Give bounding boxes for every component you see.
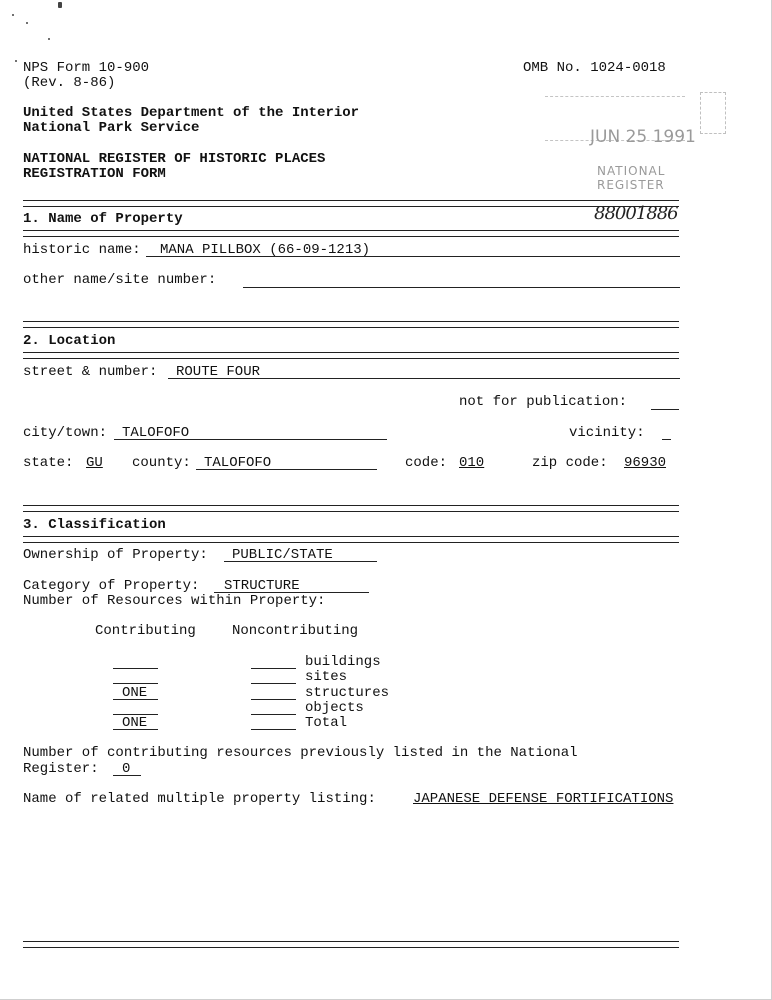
street-label: street & number:: [23, 364, 158, 380]
multiple-property-label: Name of related multiple property listing:: [23, 791, 376, 807]
section-divider: [23, 352, 679, 359]
state-value[interactable]: GU: [86, 455, 103, 471]
register-label: Register:: [23, 761, 99, 777]
not-for-publication-field[interactable]: [651, 409, 679, 410]
form-title: REGISTRATION FORM: [23, 166, 166, 182]
section-divider: [23, 505, 679, 512]
section3-heading: 3. Classification: [23, 517, 166, 533]
zip-code-value[interactable]: 96930: [624, 455, 667, 471]
noncontributing-field[interactable]: [251, 729, 296, 730]
resource-label: buildings: [305, 654, 381, 670]
section-divider: [23, 200, 679, 207]
not-for-publication-label: not for publication:: [459, 394, 628, 410]
form-number: NPS Form 10-900: [23, 60, 150, 76]
contributing-field[interactable]: [113, 668, 158, 669]
register-value[interactable]: 0: [122, 761, 131, 777]
register-field-line: [113, 775, 141, 776]
col-contributing: Contributing: [95, 623, 196, 639]
state-label: state:: [23, 455, 74, 471]
resource-label: objects: [305, 700, 364, 716]
resources-label: Number of Resources within Property:: [23, 593, 326, 609]
stamp-date: JUN 25 1991: [590, 127, 696, 147]
scan-speck: [15, 60, 17, 62]
ownership-label: Ownership of Property:: [23, 547, 208, 563]
other-name-field-line: [243, 287, 680, 288]
resource-label: structures: [305, 685, 390, 701]
county-label: county:: [132, 455, 191, 471]
register-name: NATIONAL REGISTER OF HISTORIC PLACES: [23, 151, 326, 167]
stamp-line2: REGISTER: [597, 178, 665, 192]
section-divider: [23, 941, 679, 948]
scan-speck: [48, 38, 50, 40]
vicinity-label: vicinity:: [569, 425, 645, 441]
section-divider: [23, 536, 679, 543]
stamp-box-icon: [700, 92, 726, 134]
contributing-field[interactable]: [113, 683, 158, 684]
reference-number-handwritten: 88001886: [594, 203, 678, 224]
stamp-line1: NATIONAL: [597, 164, 666, 178]
code-label: code:: [405, 455, 448, 471]
col-noncontributing: Noncontributing: [232, 623, 359, 639]
stamp-border: [545, 96, 685, 97]
category-value[interactable]: STRUCTURE: [224, 578, 300, 594]
section1-heading: 1. Name of Property: [23, 211, 183, 227]
previously-listed-text: Number of contributing resources previously listed in the National: [23, 745, 578, 761]
section-divider: [23, 230, 679, 237]
street-value[interactable]: ROUTE FOUR: [176, 364, 261, 380]
ownership-value[interactable]: PUBLIC/STATE: [232, 547, 333, 563]
historic-name-field-line: [146, 256, 680, 257]
ownership-field-line: [224, 561, 377, 562]
contributing-value[interactable]: ONE: [122, 715, 148, 731]
city-value[interactable]: TALOFOFO: [122, 425, 190, 441]
scan-speck: [58, 2, 62, 8]
historic-name-label: historic name:: [23, 242, 141, 258]
contributing-field: [113, 729, 158, 730]
department-name: United States Department of the Interior: [23, 105, 360, 121]
other-name-label: other name/site number:: [23, 272, 217, 288]
noncontributing-field[interactable]: [251, 699, 296, 700]
noncontributing-field[interactable]: [251, 668, 296, 669]
noncontributing-field[interactable]: [251, 683, 296, 684]
resource-label: sites: [305, 669, 348, 685]
scan-speck: [26, 22, 28, 24]
omb-number: OMB No. 1024-0018: [523, 60, 666, 76]
street-field-line: [168, 378, 680, 379]
noncontributing-field[interactable]: [251, 714, 296, 715]
form-revision: (Rev. 8-86): [23, 75, 116, 91]
multiple-property-value[interactable]: JAPANESE DEFENSE FORTIFICATIONS: [413, 791, 674, 807]
contributing-field: [113, 699, 158, 700]
historic-name-value[interactable]: MANA PILLBOX (66-09-1213): [160, 242, 371, 258]
vicinity-field[interactable]: [662, 439, 671, 440]
contributing-value[interactable]: ONE: [122, 685, 148, 701]
zip-code-label: zip code:: [532, 455, 608, 471]
county-field-line: [196, 469, 377, 470]
city-label: city/town:: [23, 425, 108, 441]
city-field-line: [114, 439, 387, 440]
scan-speck: [12, 14, 14, 16]
resource-label: Total: [305, 715, 348, 731]
category-label: Category of Property:: [23, 578, 200, 594]
section-divider: [23, 321, 679, 328]
service-name: National Park Service: [23, 120, 200, 136]
county-value[interactable]: TALOFOFO: [204, 455, 272, 471]
section2-heading: 2. Location: [23, 333, 116, 349]
code-value[interactable]: 010: [459, 455, 485, 471]
